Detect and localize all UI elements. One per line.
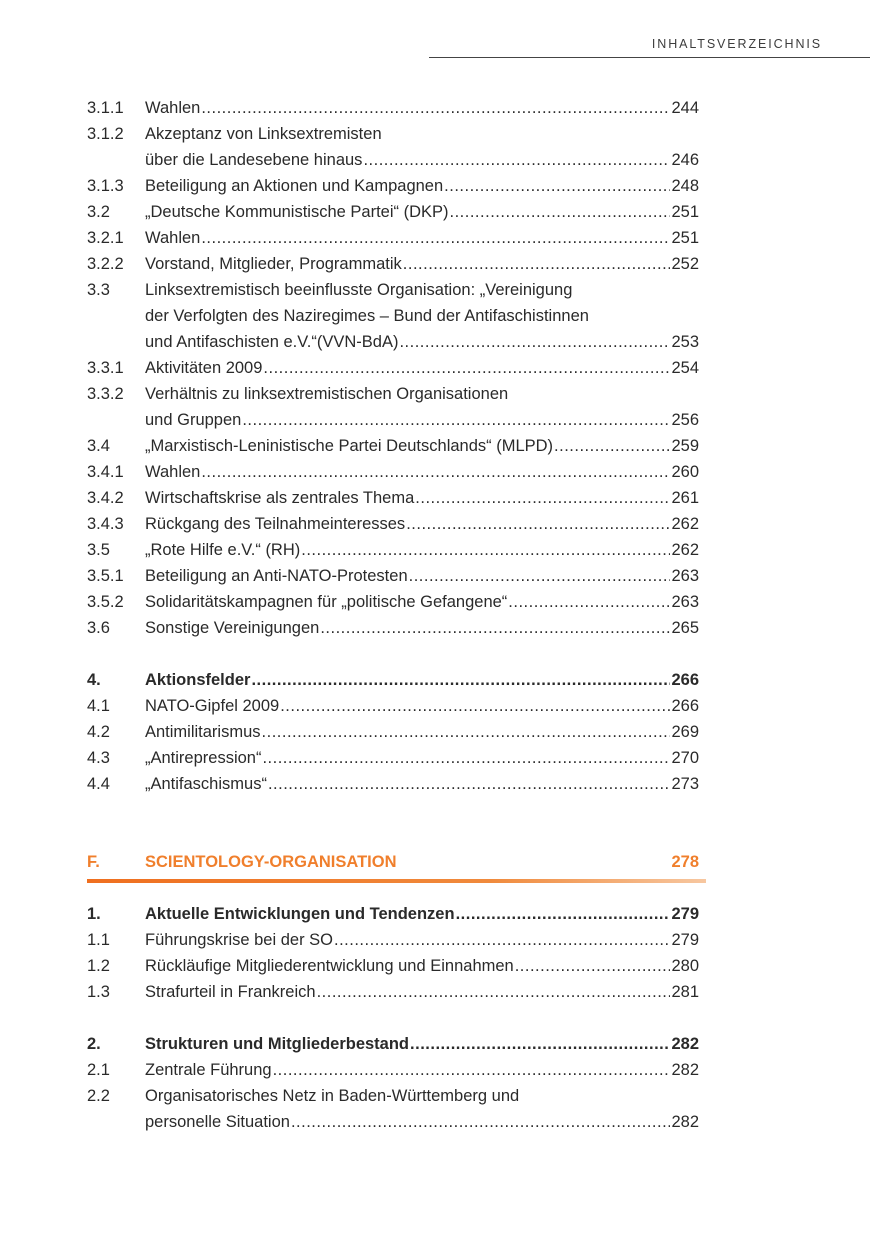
entry-leader-line — [145, 485, 699, 511]
entry-leader-line — [145, 1031, 699, 1057]
running-header-title: INHALTSVERZEICHNIS — [651, 37, 822, 51]
toc-group-f-section-2 — [87, 1031, 699, 1135]
entry-number: 1.2 — [87, 957, 110, 975]
entry-leader-line — [145, 927, 699, 953]
entry-text — [145, 953, 699, 979]
dot-leader — [409, 563, 671, 589]
entry-title-line: Akzeptanz von Linksextremisten — [145, 125, 382, 143]
entry-number: 3.3.1 — [87, 359, 124, 377]
toc-entry[interactable] — [87, 433, 699, 459]
toc-group-section-4 — [87, 667, 699, 797]
entry-title: Führungskrise bei der SO — [145, 931, 334, 949]
toc-entry[interactable] — [87, 173, 699, 199]
entry-leader-line — [145, 95, 699, 121]
dot-leader — [399, 329, 670, 355]
dot-leader — [415, 485, 670, 511]
entry-leader-line — [145, 329, 699, 355]
dot-leader — [273, 1057, 671, 1083]
entry-number: 1.1 — [87, 931, 110, 949]
entry-title: „Deutsche Kommunistische Partei“ (DKP) — [145, 203, 449, 221]
entry-page-number: 254 — [671, 359, 699, 377]
entry-page-number: 269 — [671, 723, 699, 741]
chapter-heading[interactable] — [87, 849, 699, 875]
entry-text — [145, 719, 699, 745]
entry-number: 3.2.1 — [87, 229, 124, 247]
entry-leader-line — [145, 225, 699, 251]
entry-page-number: 248 — [671, 177, 699, 195]
entry-title: und Gruppen — [145, 411, 242, 429]
entry-title: Strukturen und Mitgliederbestand — [145, 1035, 410, 1053]
toc-spacer — [87, 641, 699, 667]
entry-leader-line — [145, 719, 699, 745]
entry-leader-line — [145, 693, 699, 719]
entry-text — [145, 615, 699, 641]
entry-leader-line — [145, 251, 699, 277]
entry-text — [145, 537, 699, 563]
entry-title: Wirtschaftskrise als zentrales Thema — [145, 489, 415, 507]
entry-title: Aktionsfelder — [145, 671, 251, 689]
entry-leader-line — [145, 511, 699, 537]
entry-title: „Rote Hilfe e.V.“ (RH) — [145, 541, 301, 559]
dot-leader — [515, 953, 671, 979]
entry-leader-line — [145, 537, 699, 563]
toc-entry[interactable] — [87, 355, 699, 381]
entry-title: Solidaritätskampagnen für „politische Gefangene“ — [145, 593, 508, 611]
toc-spacer — [87, 883, 699, 901]
dot-leader — [406, 511, 670, 537]
entry-page-number: 263 — [671, 593, 699, 611]
entry-page-number: 256 — [671, 411, 699, 429]
entry-leader-line — [145, 1057, 699, 1083]
entry-text — [145, 121, 699, 173]
dot-leader — [242, 407, 670, 433]
entry-leader-line — [145, 407, 699, 433]
entry-text — [145, 1057, 699, 1083]
toc-entry[interactable] — [87, 979, 699, 1005]
entry-page-number: 266 — [671, 671, 699, 689]
entry-text — [145, 251, 699, 277]
entry-leader-line — [145, 563, 699, 589]
entry-number: 3.5.1 — [87, 567, 124, 585]
entry-title: Antimilitarismus — [145, 723, 261, 741]
entry-number: 3.1.2 — [87, 125, 124, 143]
entry-leader-line — [145, 173, 699, 199]
entry-number: 2.1 — [87, 1061, 110, 1079]
entry-page-number: 262 — [671, 541, 699, 559]
entry-number: 4.1 — [87, 697, 110, 715]
chapter-number: F. — [87, 853, 100, 871]
entry-number: 3.5 — [87, 541, 110, 559]
toc-entry[interactable] — [87, 1031, 699, 1057]
entry-leader-line — [145, 459, 699, 485]
entry-leader-line — [145, 745, 699, 771]
entry-title: personelle Situation — [145, 1113, 290, 1131]
entry-number: 4.3 — [87, 749, 110, 767]
toc-entry[interactable] — [87, 719, 699, 745]
dot-leader — [508, 589, 670, 615]
entry-title: Sonstige Vereinigungen — [145, 619, 320, 637]
entry-page-number: 281 — [671, 983, 699, 1001]
dot-leader — [291, 1109, 671, 1135]
toc-entry[interactable] — [87, 277, 699, 355]
entry-number: 2. — [87, 1035, 101, 1053]
entry-title: und Antifaschisten e.V.“(VVN-BdA) — [145, 333, 399, 351]
entry-number: 4.2 — [87, 723, 110, 741]
entry-number: 3.1.3 — [87, 177, 124, 195]
toc-entry[interactable] — [87, 1057, 699, 1083]
entry-text — [145, 693, 699, 719]
entry-text — [145, 95, 699, 121]
entry-page-number: 282 — [671, 1113, 699, 1131]
toc-entry[interactable] — [87, 667, 699, 693]
entry-text — [145, 511, 699, 537]
entry-page-number: 244 — [671, 99, 699, 117]
toc-entry[interactable] — [87, 199, 699, 225]
toc-entry[interactable] — [87, 927, 699, 953]
dot-leader — [456, 901, 671, 927]
entry-title: Beteiligung an Aktionen und Kampagnen — [145, 177, 444, 195]
entry-text — [145, 355, 699, 381]
entry-page-number: 251 — [671, 203, 699, 221]
toc-entry[interactable] — [87, 1083, 699, 1135]
dot-leader — [317, 979, 671, 1005]
entry-text — [145, 173, 699, 199]
dot-leader — [410, 1031, 670, 1057]
entry-text — [145, 589, 699, 615]
entry-number: 3.3.2 — [87, 385, 124, 403]
entry-page-number: 282 — [671, 1035, 699, 1053]
entry-title: Wahlen — [145, 229, 201, 247]
entry-page-number: 266 — [671, 697, 699, 715]
entry-text — [145, 667, 699, 693]
entry-leader-line — [145, 1109, 699, 1135]
entry-leader-line — [145, 589, 699, 615]
toc-entry[interactable] — [87, 121, 699, 173]
dot-leader — [251, 667, 670, 693]
entry-title: Wahlen — [145, 463, 201, 481]
entry-leader-line — [145, 771, 699, 797]
entry-title-line: Organisatorisches Netz in Baden-Württemberg und — [145, 1087, 520, 1105]
entry-title-line: Linksextremistisch beeinflusste Organisation: „Vereinigung — [145, 281, 573, 299]
entry-leader-line — [145, 953, 699, 979]
toc-entry[interactable] — [87, 563, 699, 589]
entry-title: Wahlen — [145, 99, 201, 117]
entry-number: 3.1.1 — [87, 99, 124, 117]
entry-page-number: 265 — [671, 619, 699, 637]
toc-entry[interactable] — [87, 511, 699, 537]
entry-number: 3.5.2 — [87, 593, 124, 611]
entry-text — [145, 225, 699, 251]
entry-page-number: 260 — [671, 463, 699, 481]
table-of-contents — [87, 95, 699, 1135]
dot-leader — [320, 615, 670, 641]
toc-entry[interactable] — [87, 459, 699, 485]
entry-text — [145, 771, 699, 797]
entry-text — [145, 901, 699, 927]
entry-leader-line — [145, 979, 699, 1005]
entry-text — [145, 485, 699, 511]
entry-number: 4.4 — [87, 775, 110, 793]
chapter-page-number: 278 — [671, 853, 699, 871]
dot-leader — [201, 459, 670, 485]
entry-title: Rückläufige Mitgliederentwicklung und Einnahmen — [145, 957, 514, 975]
entry-title: über die Landesebene hinaus — [145, 151, 363, 169]
toc-entry[interactable] — [87, 745, 699, 771]
entry-page-number: 280 — [671, 957, 699, 975]
entry-number: 3.3 — [87, 281, 110, 299]
entry-page-number: 282 — [671, 1061, 699, 1079]
entry-text — [145, 979, 699, 1005]
entry-leader-line — [145, 199, 699, 225]
entry-number: 1. — [87, 905, 101, 923]
dot-leader — [263, 355, 670, 381]
entry-leader-line — [145, 615, 699, 641]
header-rule — [429, 57, 870, 58]
toc-entry[interactable] — [87, 901, 699, 927]
entry-number: 3.4.1 — [87, 463, 124, 481]
entry-title: Vorstand, Mitglieder, Programmatik — [145, 255, 402, 273]
toc-entry[interactable] — [87, 251, 699, 277]
entry-page-number: 279 — [671, 905, 699, 923]
entry-page-number: 261 — [671, 489, 699, 507]
entry-text — [145, 459, 699, 485]
toc-entry[interactable] — [87, 615, 699, 641]
entry-title: „Marxistisch-Leninistische Partei Deutschlands“ (MLPD) — [145, 437, 554, 455]
entry-number: 4. — [87, 671, 101, 689]
entry-page-number: 252 — [671, 255, 699, 273]
dot-leader — [450, 199, 671, 225]
entry-number: 3.2 — [87, 203, 110, 221]
entry-page-number: 279 — [671, 931, 699, 949]
entry-title: Zentrale Führung — [145, 1061, 272, 1079]
entry-title: Aktivitäten 2009 — [145, 359, 263, 377]
dot-leader — [403, 251, 671, 277]
dot-leader — [268, 771, 671, 797]
entry-page-number: 246 — [671, 151, 699, 169]
dot-leader — [262, 719, 671, 745]
entry-title: NATO-Gipfel 2009 — [145, 697, 280, 715]
toc-entry[interactable] — [87, 225, 699, 251]
entry-text — [145, 745, 699, 771]
entry-leader-line — [145, 901, 699, 927]
toc-entry[interactable] — [87, 771, 699, 797]
toc-entry[interactable] — [87, 953, 699, 979]
toc-entry[interactable] — [87, 589, 699, 615]
entry-title: „Antifaschismus“ — [145, 775, 267, 793]
dot-leader — [201, 225, 670, 251]
entry-text — [145, 433, 699, 459]
entry-title-line: Verhältnis zu linksextremistischen Organisationen — [145, 385, 509, 403]
entry-page-number: 262 — [671, 515, 699, 533]
dot-leader — [334, 927, 670, 953]
toc-spacer — [87, 797, 699, 849]
entry-text — [145, 381, 699, 433]
entry-number: 3.6 — [87, 619, 110, 637]
entry-text — [145, 1031, 699, 1057]
entry-number: 2.2 — [87, 1087, 110, 1105]
entry-page-number: 253 — [671, 333, 699, 351]
dot-leader — [444, 173, 670, 199]
entry-page-number: 251 — [671, 229, 699, 247]
entry-page-number: 273 — [671, 775, 699, 793]
dot-leader — [554, 433, 670, 459]
dot-leader — [301, 537, 670, 563]
entry-title: Rückgang des Teilnahmeinteresses — [145, 515, 406, 533]
entry-title-line: der Verfolgten des Naziregimes – Bund der Antifaschistinnen — [145, 307, 589, 325]
entry-page-number: 259 — [671, 437, 699, 455]
entry-number: 1.3 — [87, 983, 110, 1001]
entry-text — [145, 927, 699, 953]
entry-title: Aktuelle Entwicklungen und Tendenzen — [145, 905, 455, 923]
entry-text — [145, 563, 699, 589]
dot-leader — [280, 693, 670, 719]
toc-group-f-section-1 — [87, 901, 699, 1005]
entry-leader-line — [145, 355, 699, 381]
toc-entry[interactable] — [87, 537, 699, 563]
entry-text — [145, 277, 699, 355]
toc-entry[interactable] — [87, 693, 699, 719]
toc-group-section-3 — [87, 95, 699, 641]
entry-title: „Antirepression“ — [145, 749, 262, 767]
entry-title: Beteiligung an Anti-NATO-Protesten — [145, 567, 408, 585]
entry-leader-line — [145, 147, 699, 173]
entry-text — [145, 1083, 699, 1135]
toc-spacer — [87, 1005, 699, 1031]
chapter-title: SCIENTOLOGY-ORGANISATION — [145, 853, 397, 871]
toc-entry[interactable] — [87, 485, 699, 511]
toc-entry[interactable] — [87, 381, 699, 433]
dot-leader — [262, 745, 670, 771]
entry-number: 3.2.2 — [87, 255, 124, 273]
entry-number: 3.4.2 — [87, 489, 124, 507]
toc-entry[interactable] — [87, 95, 699, 121]
entry-leader-line — [145, 433, 699, 459]
entry-page-number: 270 — [671, 749, 699, 767]
entry-leader-line — [145, 667, 699, 693]
entry-number: 3.4.3 — [87, 515, 124, 533]
dot-leader — [363, 147, 670, 173]
entry-title: Strafurteil in Frankreich — [145, 983, 316, 1001]
entry-page-number: 263 — [671, 567, 699, 585]
entry-number: 3.4 — [87, 437, 110, 455]
entry-text — [145, 199, 699, 225]
dot-leader — [201, 95, 670, 121]
